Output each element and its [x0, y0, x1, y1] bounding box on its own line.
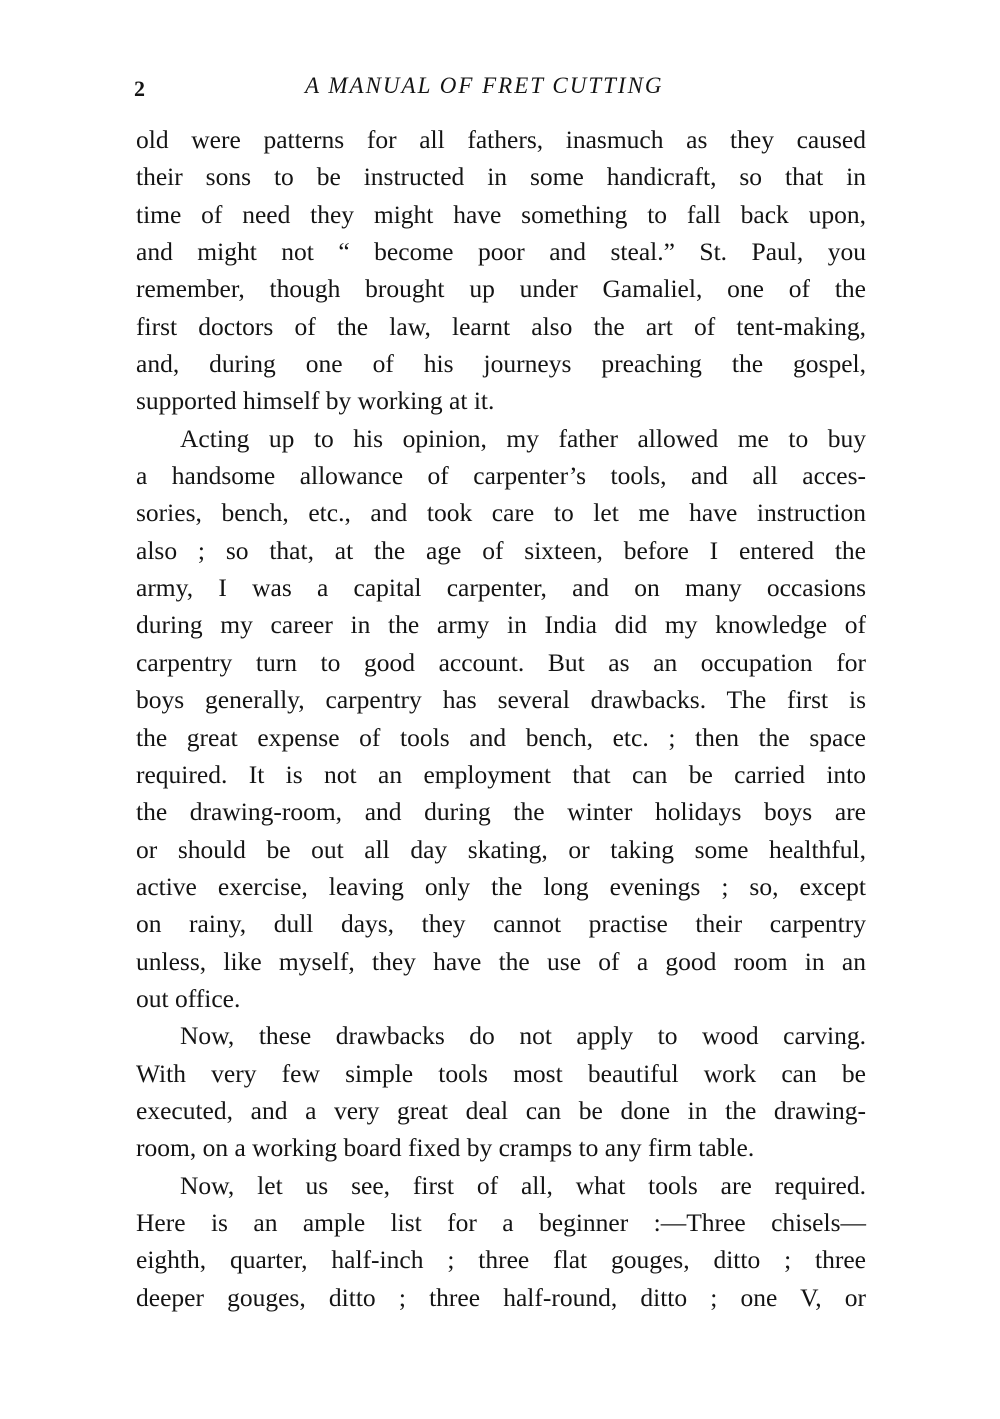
paragraph-end-line: room, on a working board fixed by cramps to any firm table. — [136, 1133, 755, 1163]
text-line: time of need they might have something to fall back upon, — [136, 199, 866, 229]
text-line: remember, though brought up under Gamaliel, one of the — [136, 274, 866, 304]
text-line: or should be out all day skating, or taking some healthful, — [136, 834, 866, 864]
paragraph-end-line: out office. — [136, 983, 241, 1013]
text-line: carpentry turn to good account. But as an occupation for — [136, 647, 866, 677]
text-line: sories, bench, etc., and took care to let me have instruction — [136, 498, 866, 528]
page-number: 2 — [134, 76, 145, 101]
text-line: unless, like myself, they have the use of a good room in an — [136, 946, 866, 976]
text-line: also ; so that, at the age of sixteen, before I entered the — [136, 535, 866, 565]
text-line: deeper gouges, ditto ; three half-round, ditto ; one V, or — [136, 1282, 866, 1312]
text-line: old were patterns for all fathers, inasmuch as they caused — [136, 125, 866, 154]
text-line: Here is an ample list for a beginner :—Three chisels— — [136, 1207, 866, 1237]
running-title: A MANUAL OF FRET CUTTING — [305, 73, 664, 98]
text-line: during my career in the army in India did my knowledge of — [136, 610, 866, 640]
text-line: With very few simple tools most beautiful work can be — [136, 1058, 866, 1088]
text-line: first doctors of the law, learnt also the art of tent-making, — [136, 311, 866, 341]
text-line: eighth, quarter, half-inch ; three flat gouges, ditto ; three — [136, 1245, 866, 1275]
paragraph-start-line: Acting up to his opinion, my father allowed me to buy — [180, 423, 866, 453]
paragraph-start-line: Now, these drawbacks do not apply to wood carving. — [180, 1021, 866, 1051]
text-line: executed, and a very great deal can be done in the drawing- — [136, 1095, 866, 1125]
text-line: boys generally, carpentry has several drawbacks. The first is — [136, 685, 866, 715]
text-line: and might not “ become poor and steal.” St. Paul, you — [136, 237, 866, 267]
body-text — [136, 121, 866, 1316]
text-line: and, during one of his journeys preaching the gospel, — [136, 349, 866, 379]
text-line: army, I was a capital carpenter, and on many occasions — [136, 573, 866, 603]
text-line: the drawing-room, and during the winter holidays boys are — [136, 797, 866, 827]
text-line: required. It is not an employment that can be carried into — [136, 759, 866, 789]
paragraph-end-line: supported himself by working at it. — [136, 386, 495, 416]
text-line: active exercise, leaving only the long evenings ; so, except — [136, 871, 866, 901]
text-line: their sons to be instructed in some handicraft, so that in — [136, 162, 866, 192]
text-line: a handsome allowance of carpenter’s tools, and all acces- — [136, 461, 866, 491]
text-line: on rainy, dull days, they cannot practise their carpentry — [136, 909, 866, 939]
paragraph-start-line: Now, let us see, first of all, what tools are required. — [180, 1170, 866, 1200]
text-line: the great expense of tools and bench, etc. ; then the space — [136, 722, 866, 752]
